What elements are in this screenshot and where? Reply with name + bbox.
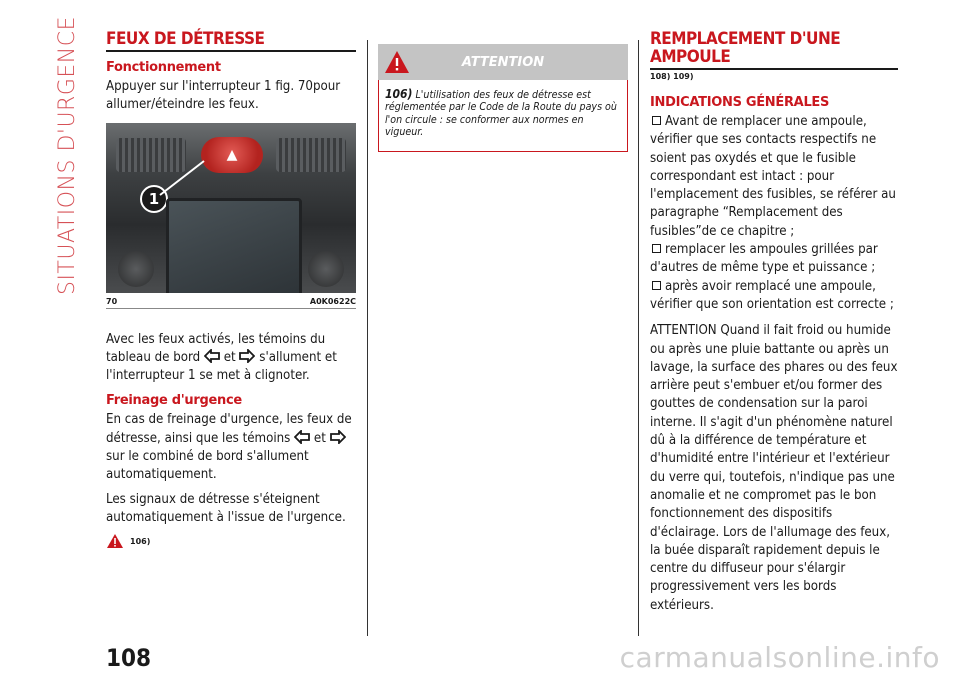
attention-body bbox=[378, 80, 628, 152]
column-2 bbox=[378, 30, 628, 152]
callout-badge: 1 bbox=[140, 185, 168, 213]
dashboard-photo bbox=[106, 123, 356, 293]
warning-ref-number: 106) bbox=[130, 536, 151, 546]
text: après avoir remplacé une ampoule, vérifier que son orientation est correcte ; bbox=[650, 278, 894, 312]
bullet-item bbox=[650, 113, 898, 241]
attention-text: L'utilisation des feux de détresse est réglementée par le Code de la Route du pays où l'on circule : se conformer aux normes en vigueur. bbox=[385, 89, 617, 139]
warning-refs: 108) 109) bbox=[650, 72, 694, 81]
section-side-tab-label: SITUATIONS D'URGENCE bbox=[55, 15, 81, 295]
column-1 bbox=[106, 30, 356, 549]
attention-number: 106) bbox=[385, 87, 413, 101]
paragraph: ATTENTION Quand il fait froid ou humide ou après une pluie battante ou après un lavage, la surface des phares ou des feux arrière peut s'embuer et/ou former des gouttes de condensation sur la paroi interne. Il s'agit d'un phénomène naturel dû à la différence de température et d'humidité entre l'intérieur et l'extérieur du verre qui, toutefois, n'indique pas une anomalie et ne compromet pas le bon fonctionnement des dispositifs d'éclairage. Lors de l'allumage des feux, la buée disparaît rapidement depuis le centre du diffuseur pour s'élargir progressivement vers les bords extérieurs. bbox=[650, 323, 898, 613]
warning-reference bbox=[106, 533, 356, 549]
right-indicator-icon bbox=[239, 349, 255, 363]
left-indicator-icon bbox=[294, 430, 310, 444]
checkbox-bullet-icon bbox=[652, 244, 661, 253]
attention-title: ATTENTION bbox=[461, 54, 545, 70]
column-3 bbox=[650, 30, 898, 621]
text: En cas de freinage d'urgence, les feux de détresse, ainsi que les témoins bbox=[106, 412, 352, 446]
checkbox-bullet-icon bbox=[652, 116, 661, 125]
figure-caption bbox=[106, 297, 356, 309]
warning-triangle-icon bbox=[106, 533, 124, 549]
right-indicator-icon bbox=[330, 430, 346, 444]
subheading-emergency-braking: Freinage d'urgence bbox=[106, 393, 242, 409]
column-divider bbox=[367, 40, 368, 636]
text: s'allument et l'interrupteur 1 se met à clignoter. bbox=[106, 349, 337, 384]
text: remplacer les ampoules grillées par d'autres de même type et puissance ; bbox=[650, 242, 878, 276]
warning-triangle-icon bbox=[384, 50, 410, 74]
section-heading: FEUX DE DÉTRESSE bbox=[106, 30, 356, 52]
air-vent bbox=[276, 138, 346, 172]
heading-line: REMPLACEMENT D'UNE bbox=[650, 29, 841, 49]
watermark: carmanualsonline.info bbox=[619, 641, 940, 674]
paragraph bbox=[106, 411, 356, 484]
text: Avant de remplacer une ampoule, vérifier que ses contacts respectifs ne soient pas oxydés et que le fusible correspondant est intact : pour l'emplacement des fusibles, se référer au paragraphe “Remplacement des fusibles”de ce chapitre ; bbox=[650, 114, 896, 239]
left-indicator-icon bbox=[204, 349, 220, 363]
paragraph: Appuyer sur l'interrupteur 1 fig. 70pour allumer/éteindre les feux. bbox=[106, 79, 341, 113]
attention-header bbox=[378, 44, 628, 80]
text: et bbox=[223, 349, 236, 365]
paragraph bbox=[106, 331, 356, 386]
text: sur le combiné de bord s'allument automatiquement. bbox=[106, 449, 309, 483]
subheading-operation: Fonctionnement bbox=[106, 60, 221, 75]
paragraph: Les signaux de détresse s'éteignent automatiquement à l'issue de l'urgence. bbox=[106, 491, 346, 525]
text: et bbox=[313, 430, 326, 446]
infotainment-screen bbox=[166, 198, 302, 293]
bullet-item bbox=[650, 278, 898, 315]
text: Avec les feux activés, les témoins du tableau de bord bbox=[106, 331, 326, 365]
subheading-general: INDICATIONS GÉNÉRALES bbox=[650, 95, 830, 110]
hazard-triangle-icon: ▲ bbox=[226, 146, 238, 163]
section-heading bbox=[650, 30, 898, 70]
heading-line: AMPOULE bbox=[650, 47, 731, 67]
figure-number: 70 bbox=[106, 296, 118, 306]
page-number: 108 bbox=[106, 644, 152, 672]
column-divider bbox=[638, 40, 639, 636]
section-side-tab bbox=[52, 15, 84, 295]
control-knob bbox=[118, 251, 154, 287]
control-knob bbox=[308, 251, 344, 287]
figure-code: A0K0622C bbox=[309, 296, 356, 306]
bullet-item bbox=[650, 241, 898, 278]
callout-line bbox=[158, 159, 218, 199]
checkbox-bullet-icon bbox=[652, 281, 661, 290]
